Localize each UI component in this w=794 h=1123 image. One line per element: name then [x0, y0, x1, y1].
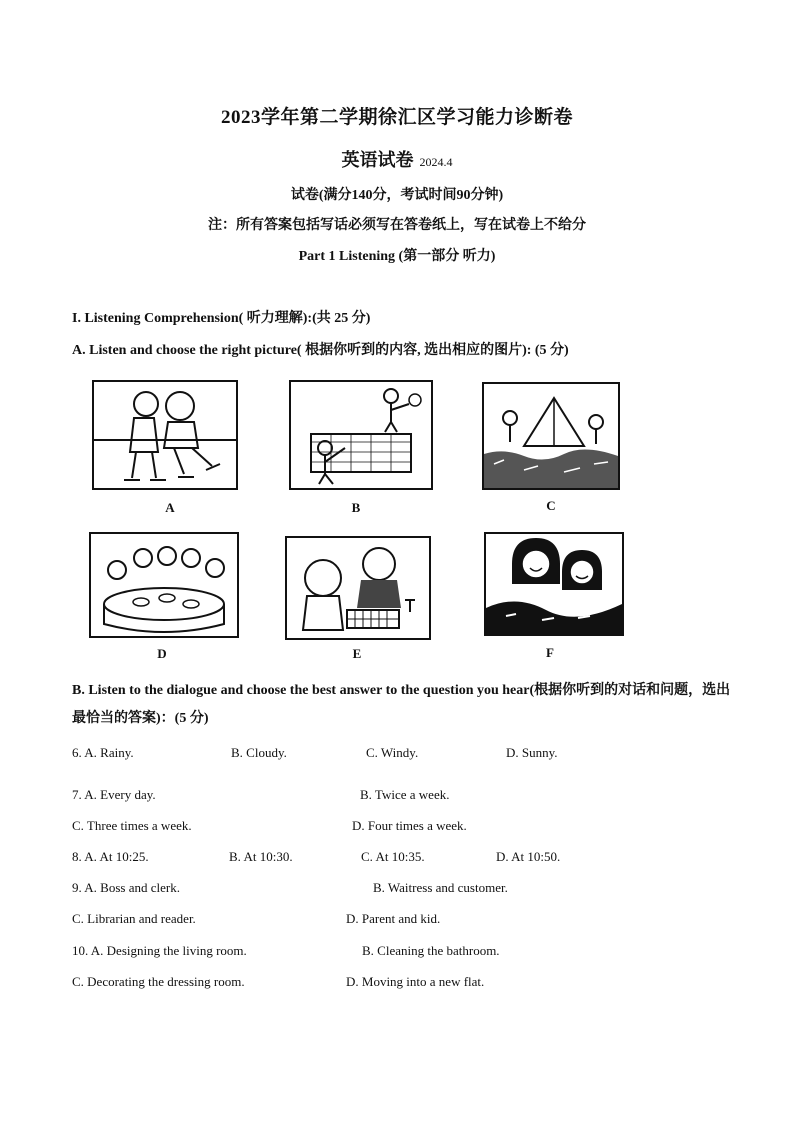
exam-subject — [0, 146, 794, 172]
badminton-drawing — [291, 382, 431, 488]
exam-date: 2024.4 — [419, 155, 453, 169]
picture-label-a: A — [165, 500, 175, 515]
part-a-instructions: A. Listen and choose the right picture( 根据你听到的内容, 选出相应的图片): (5 分) — [72, 343, 569, 358]
exam-info: 试卷(满分140分，考试时间90分钟) — [290, 188, 504, 203]
q10-option-d: D. Moving into a new flat. — [346, 974, 485, 989]
picture-label-d: D — [157, 646, 167, 661]
family-dinner-drawing — [91, 534, 237, 636]
chess-drawing — [287, 538, 429, 638]
picture-label-b: B — [351, 500, 361, 515]
picture-label-c: C — [546, 498, 556, 513]
q10-option-a: 10. A. Designing the living room. — [72, 943, 247, 958]
q9-option-d: D. Parent and kid. — [346, 911, 441, 926]
q7-option-c: C. Three times a week. — [72, 818, 192, 833]
ice-skating-drawing — [94, 382, 236, 488]
q9-option-c: C. Librarian and reader. — [72, 911, 196, 926]
chess-illustration — [285, 536, 431, 640]
camping-drawing — [484, 384, 618, 488]
q6-option-a: 6. A. Rainy. — [72, 745, 134, 760]
q7-option-a: 7. A. Every day. — [72, 787, 156, 802]
section-heading: I. Listening Comprehension( 听力理解):(共 25 分) — [72, 311, 371, 326]
badminton-illustration — [289, 380, 433, 490]
family-dinner-illustration — [89, 532, 239, 638]
q7-option-b: B. Twice a week. — [360, 787, 450, 802]
picture-label-e: E — [352, 646, 362, 661]
q9-option-b: B. Waitress and customer. — [373, 880, 508, 895]
subject-label: 英语试卷 — [341, 150, 414, 170]
exam-title: 2023学年第二学期徐汇区学习能力诊断卷 — [220, 107, 573, 128]
two-girls-illustration — [484, 532, 624, 636]
q8-option-c: C. At 10:35. — [361, 849, 425, 864]
q8-option-a: 8. A. At 10:25. — [72, 849, 149, 864]
ice-skating-illustration — [92, 380, 238, 490]
q7-option-d: D. Four times a week. — [352, 818, 467, 833]
q10-option-b: B. Cleaning the bathroom. — [362, 943, 500, 958]
q10-option-c: C. Decorating the dressing room. — [72, 974, 245, 989]
q8-option-b: B. At 10:30. — [229, 849, 293, 864]
q9-option-a: 9. A. Boss and clerk. — [72, 880, 180, 895]
q8-option-d: D. At 10:50. — [496, 849, 561, 864]
part-b-instructions: B. Listen to the dialogue and choose the best answer to the question you hear(根据你听到的对话和问题，选出最恰当的答案)：(5 分) — [72, 683, 731, 726]
q6-option-b: B. Cloudy. — [231, 745, 287, 760]
camping-illustration — [482, 382, 620, 490]
two-girls-drawing — [486, 534, 622, 634]
exam-note: 注：所有答案包括写话必须写在答卷纸上，写在试卷上不给分 — [208, 218, 586, 233]
q6-option-c: C. Windy. — [366, 745, 419, 760]
part-heading: Part 1 Listening (第一部分 听力) — [298, 249, 496, 264]
q6-option-d: D. Sunny. — [506, 745, 558, 760]
picture-label-f: F — [546, 645, 554, 660]
